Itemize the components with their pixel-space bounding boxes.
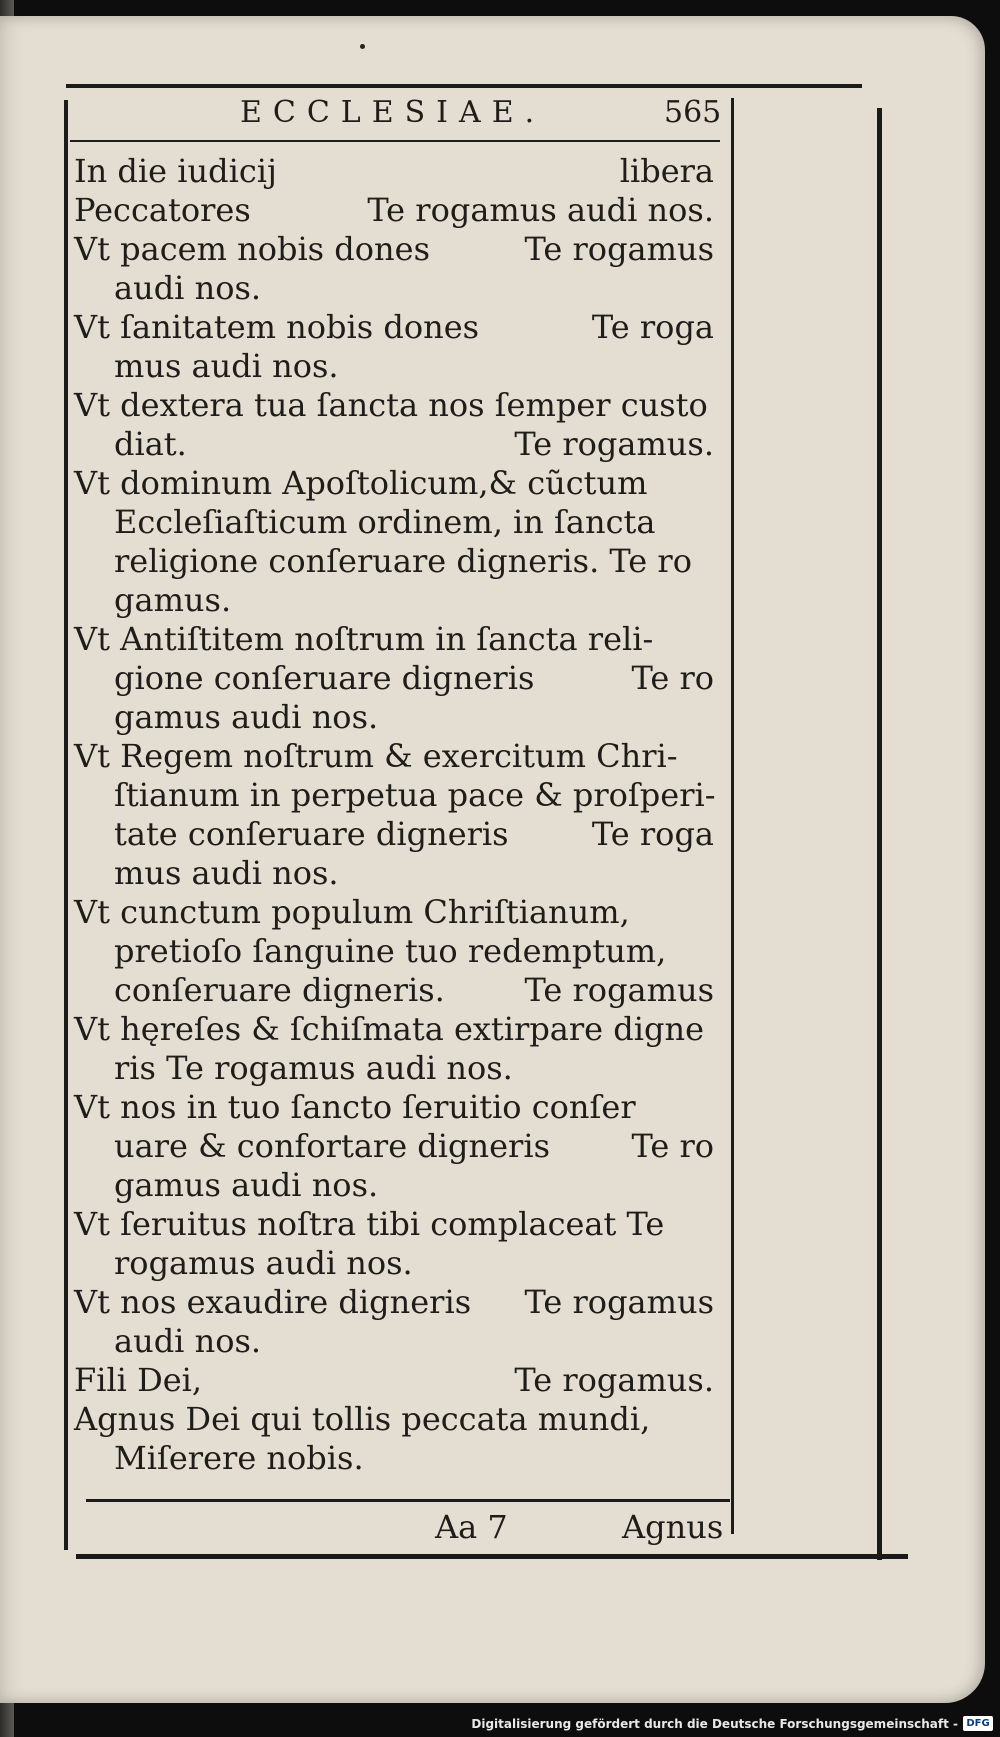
frame-rule-top [66,84,862,88]
line-text: audi nos. [114,269,262,307]
line-text: mus audi nos. [114,347,339,385]
line-text: uare & confortare digneris [114,1127,550,1165]
line-text: rogamus audi nos. [114,1244,413,1282]
text-line [74,893,714,932]
text-line [74,698,714,737]
text-line [74,269,714,308]
text-line [74,854,714,893]
line-text: ſtianum in perpetua pace & proſperi- [114,776,716,814]
line-response: Te roga [591,815,714,853]
catchword: Agnus [622,1508,724,1546]
text-line [74,1088,714,1127]
line-text: Vt pacem nobis dones [74,230,430,268]
text-line [74,347,714,386]
line-response: Te ro [631,1127,714,1165]
text-line [74,1400,714,1439]
line-text: Agnus Dei qui tollis peccata mundi, [74,1400,651,1438]
line-response: Te rogamus audi nos. [367,191,714,229]
line-text: audi nos. [114,1322,262,1360]
text-line [74,932,714,971]
frame-rule-left [64,100,68,1550]
line-text: In die iudicij [74,152,277,190]
line-text: Vt cunctum populum Chriſtianum, [74,893,630,931]
text-line [74,1439,714,1478]
line-response: Te rogamus. [514,425,714,463]
frame-rule-outer-right [877,108,882,1560]
frame-rule-right [731,98,734,1534]
line-response: Te rogamus [524,230,714,268]
text-line [74,191,714,230]
text-line [74,659,714,698]
text-line [74,1205,714,1244]
line-text: Vt ſeruitus noſtra tibi complaceat Te [74,1205,665,1243]
line-response: Te rogamus [524,1283,714,1321]
text-line [74,230,714,269]
text-line [74,308,714,347]
text-line [74,1322,714,1361]
digitization-credit: Digitalisierung gefördert durch die Deutsche Forschungsgemeinschaft - [471,1717,958,1731]
line-text: diat. [114,425,187,463]
line-text: gione conſeruare digneris [114,659,535,697]
text-line [74,1166,714,1205]
text-line [74,737,714,776]
frame-rule-bottom [76,1554,908,1559]
footer-rule [86,1499,730,1502]
litany-text [74,152,714,1478]
line-text: Vt nos exaudire digneris [74,1283,472,1321]
text-line [74,620,714,659]
line-text: gamus audi nos. [114,698,379,736]
line-text: Vt Antiſtitem noſtrum in ſancta reli- [74,620,654,658]
text-line [74,386,714,425]
text-line [74,542,714,581]
line-text: religione conſeruare digneris. Te ro [114,542,692,580]
text-line [74,1127,714,1166]
text-line [74,425,714,464]
header-rule [70,140,720,142]
line-response: Te roga [591,308,714,346]
line-text: Eccleſiaſticum ordinem, in ſancta [114,503,656,541]
line-text: Vt ſanitatem nobis dones [74,308,480,346]
text-line [74,581,714,620]
line-response: Te ro [631,659,714,697]
page-number: 565 [664,95,722,130]
line-text: gamus. [114,581,232,619]
line-text: Vt dextera tua ſancta nos ſemper custo [74,386,708,424]
line-text: Vt Regem noſtrum & exercitum Chri- [74,737,678,775]
line-response: libera [619,152,714,190]
line-text: conſeruare digneris. [114,971,445,1009]
text-line [74,1361,714,1400]
line-text: Fili Dei, [74,1361,203,1399]
dfg-logo: DFG [963,1716,993,1731]
ink-speck [360,44,365,49]
text-line [74,1010,714,1049]
line-text: mus audi nos. [114,854,339,892]
running-head: ECCLESIAE. [240,95,546,130]
line-response: Te rogamus. [514,1361,714,1399]
line-text: Vt nos in tuo ſancto ſeruitio conſer [74,1088,636,1126]
text-line [74,776,714,815]
line-text: tate conſeruare digneris [114,815,509,853]
line-text: Vt dominum Apoſtolicum,& cũctum [74,464,648,502]
line-text: Peccatores [74,191,251,229]
text-line [74,815,714,854]
text-line [74,1244,714,1283]
line-text: Miſerere nobis. [114,1439,364,1477]
line-text: ris Te rogamus audi nos. [114,1049,513,1087]
text-line [74,1049,714,1088]
line-text: pretioſo ſanguine tuo redemptum, [114,932,667,970]
signature-mark: Aa 7 [435,1508,508,1546]
text-line [74,1283,714,1322]
text-line [74,503,714,542]
line-response: Te rogamus [524,971,714,1009]
text-line [74,464,714,503]
text-line [74,152,714,191]
text-line [74,971,714,1010]
line-text: gamus audi nos. [114,1166,379,1204]
line-text: Vt hęreſes & ſchiſmata extirpare digne [74,1010,705,1048]
